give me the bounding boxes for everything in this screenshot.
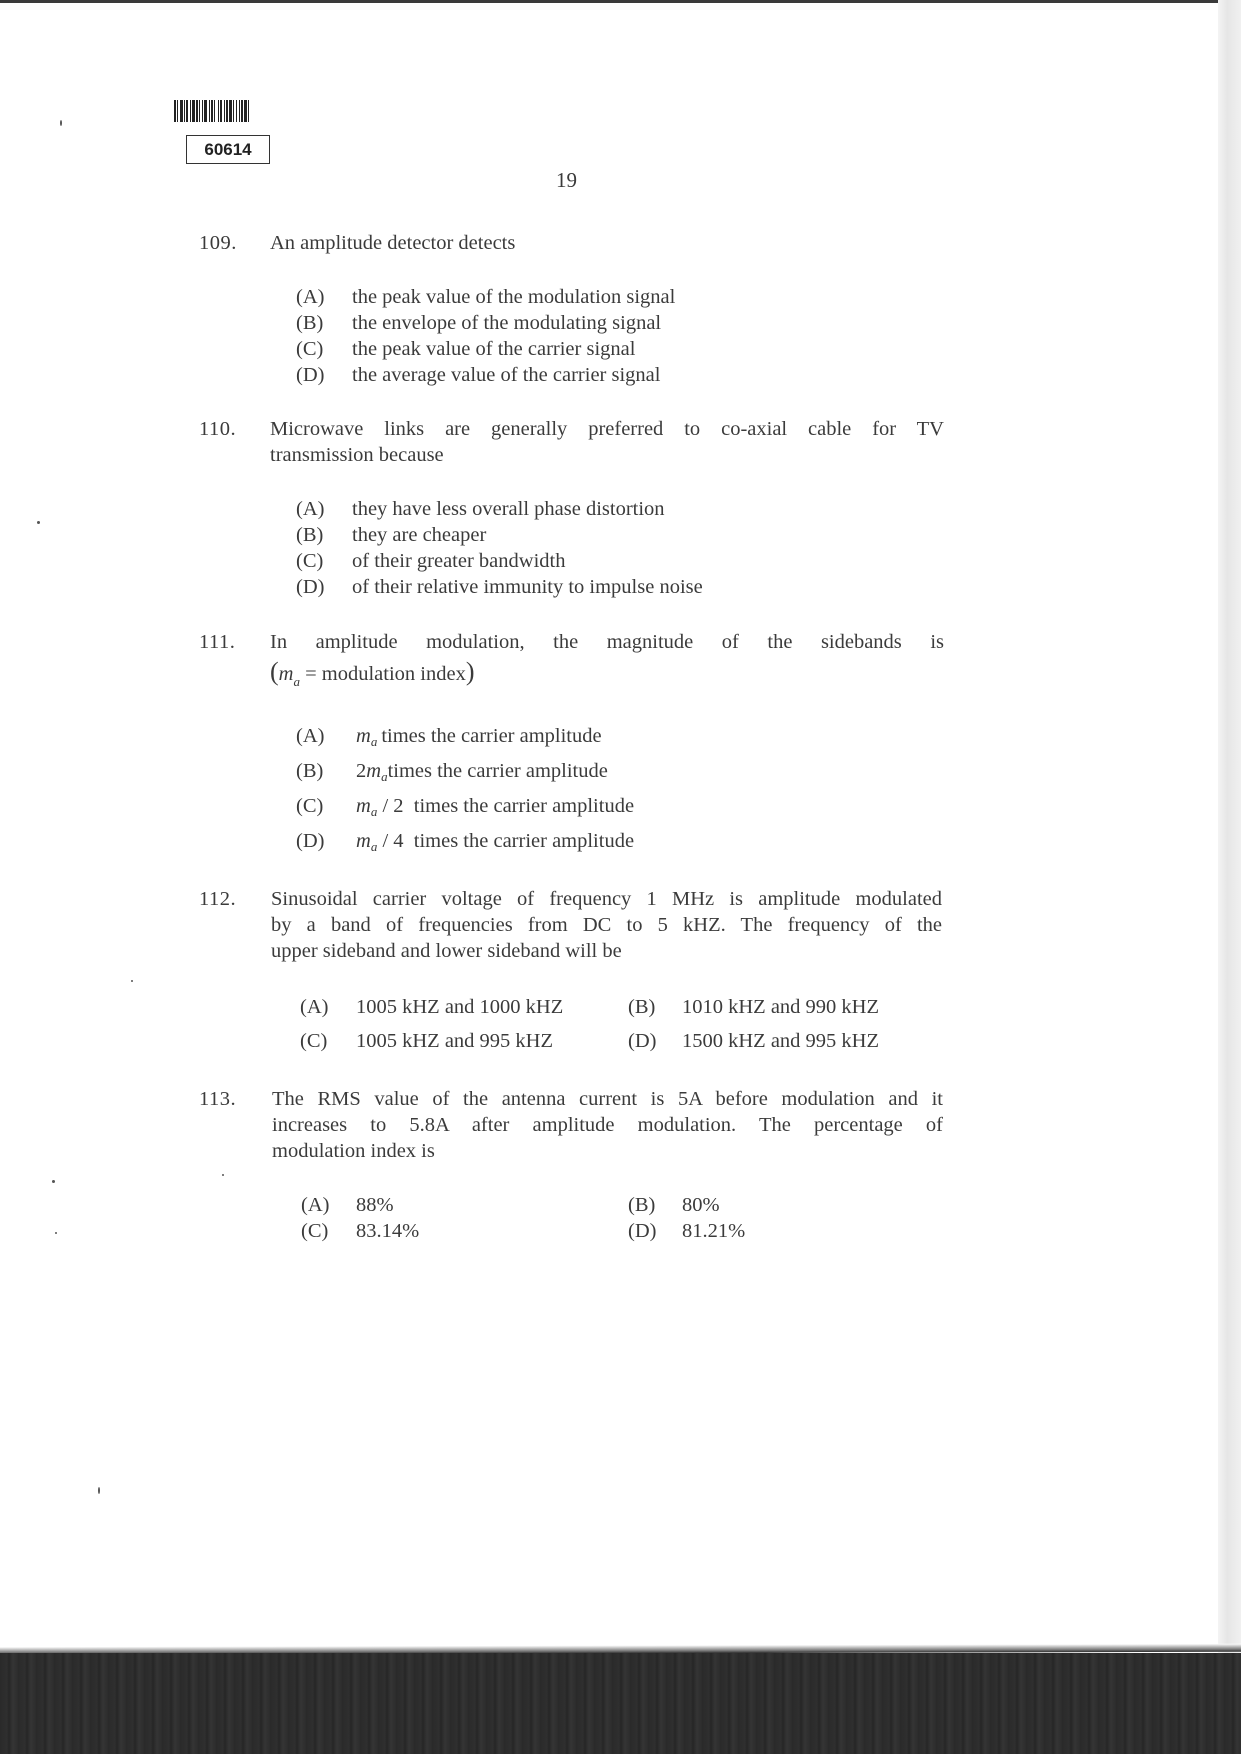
math-subscript: a	[293, 674, 300, 689]
question-line: The RMS value of the antenna current is 5A before modulation and it	[272, 1088, 943, 1110]
scan-speck	[222, 1174, 224, 1176]
question-line: transmission because	[270, 444, 444, 466]
option-a	[296, 723, 602, 749]
scan-border-bottom	[0, 1653, 1241, 1754]
note-text: = modulation index	[299, 663, 466, 685]
question-text	[271, 886, 942, 964]
math-variable: m	[278, 663, 294, 685]
option-label: (D)	[296, 364, 325, 386]
question-text	[272, 1086, 943, 1164]
modulation-index-note: ($m_a$ = modulation index)	[270, 657, 475, 689]
option-label: (B)	[296, 760, 324, 782]
option-a	[296, 284, 675, 310]
question-number: 110.	[199, 418, 237, 440]
question-line: by a band of frequencies from DC to 5 kHZ. The frequency of the	[271, 914, 942, 936]
question-line: upper sideband and lower sideband will be	[271, 940, 622, 962]
question-number: 113.	[199, 1088, 237, 1110]
option-text: 88%	[356, 1194, 394, 1216]
scan-border-right	[1218, 0, 1241, 1754]
option-text: they are cheaper	[352, 524, 487, 546]
question-text	[270, 629, 944, 689]
math-subscript: a	[370, 804, 378, 819]
option-c	[301, 1218, 419, 1244]
question-line: increases to 5.8A after amplitude modulation. The percentage of	[272, 1114, 943, 1136]
question-text	[270, 230, 944, 256]
option-label: (A)	[300, 996, 329, 1018]
scan-speck	[37, 521, 40, 524]
scan-speck	[55, 1232, 57, 1234]
option-b	[628, 1192, 720, 1218]
option-label: (C)	[296, 338, 324, 360]
math-subscript: a	[370, 734, 378, 749]
barcode-bar	[249, 100, 251, 122]
math-subscript: a	[381, 769, 388, 784]
option-label: (B)	[628, 1194, 656, 1216]
option-label: (A)	[296, 286, 325, 308]
question-text	[270, 416, 944, 468]
question-number: 109.	[199, 232, 237, 254]
option-label: (D)	[628, 1030, 657, 1052]
option-b	[296, 758, 608, 784]
option-text: the peak value of the modulation signal	[352, 286, 676, 308]
scan-speck	[60, 120, 62, 126]
option-label: (A)	[296, 498, 325, 520]
math-variable: m	[366, 760, 382, 782]
option-b	[296, 310, 661, 336]
question-line: modulation index is	[272, 1140, 435, 1162]
option-text: 1010 kHZ and 990 kHZ	[682, 996, 880, 1018]
option-d	[296, 828, 634, 854]
option-text: the average value of the carrier signal	[352, 364, 661, 386]
option-prefix: 2	[356, 760, 367, 782]
scan-border-top	[0, 0, 1241, 3]
option-label: (C)	[300, 1030, 328, 1052]
question-line: In amplitude modulation, the magnitude of the sidebands is	[270, 631, 944, 653]
option-text: of their greater bandwidth	[352, 550, 566, 572]
option-text: / 2 times the carrier amplitude	[377, 795, 635, 817]
option-d	[628, 1218, 745, 1244]
option-text: the peak value of the carrier signal	[352, 338, 636, 360]
option-b	[628, 994, 879, 1020]
scan-speck	[52, 1180, 55, 1183]
page-number: 19	[556, 168, 577, 192]
option-text: / 4 times the carrier amplitude	[377, 830, 635, 852]
math-subscript: a	[370, 839, 378, 854]
option-text: the envelope of the modulating signal	[352, 312, 662, 334]
option-label: (A)	[301, 1194, 330, 1216]
option-label: (C)	[296, 795, 324, 817]
option-text: 1005 kHZ and 1000 kHZ	[356, 996, 564, 1018]
option-label: (C)	[301, 1220, 329, 1242]
option-b	[296, 522, 486, 548]
option-text: 1005 kHZ and 995 kHZ	[356, 1030, 554, 1052]
option-text: 80%	[682, 1194, 720, 1216]
option-label: (A)	[296, 725, 325, 747]
option-a	[296, 496, 665, 522]
option-label: (C)	[296, 550, 324, 572]
question-number: 111.	[199, 631, 236, 653]
question-line: Microwave links are generally preferred to co-axial cable for TV	[270, 418, 944, 440]
question-line: An amplitude detector detects	[270, 232, 516, 254]
option-d	[296, 362, 660, 388]
question-number: 112.	[199, 888, 237, 910]
option-label: (B)	[628, 996, 656, 1018]
option-c	[296, 336, 635, 362]
option-label: (D)	[296, 576, 325, 598]
option-text: times the carrier amplitude	[387, 760, 608, 782]
scan-speck	[131, 980, 133, 982]
option-a	[301, 1192, 394, 1218]
option-d	[628, 1028, 879, 1054]
math-variable: m	[356, 830, 371, 852]
math-variable: m	[356, 795, 371, 817]
option-label: (D)	[628, 1220, 657, 1242]
option-text: they have less overall phase distortion	[352, 498, 665, 520]
option-d	[296, 574, 703, 600]
option-label: (D)	[296, 830, 325, 852]
option-label: (B)	[296, 524, 324, 546]
option-c	[296, 793, 634, 819]
paper-code-box: 60614	[186, 135, 270, 164]
question-line: Sinusoidal carrier voltage of frequency 1 MHz is amplitude modulated	[271, 888, 942, 910]
barcode	[174, 100, 308, 122]
option-text: 81.21%	[682, 1220, 746, 1242]
option-text: of their relative immunity to impulse noise	[352, 576, 703, 598]
option-c	[300, 1028, 553, 1054]
option-text: 83.14%	[356, 1220, 420, 1242]
scan-speck	[98, 1487, 100, 1494]
option-a	[300, 994, 563, 1020]
option-text: times the carrier amplitude	[381, 725, 602, 747]
option-label: (B)	[296, 312, 324, 334]
option-text: 1500 kHZ and 995 kHZ	[682, 1030, 880, 1052]
math-variable: m	[356, 725, 371, 747]
option-c	[296, 548, 565, 574]
